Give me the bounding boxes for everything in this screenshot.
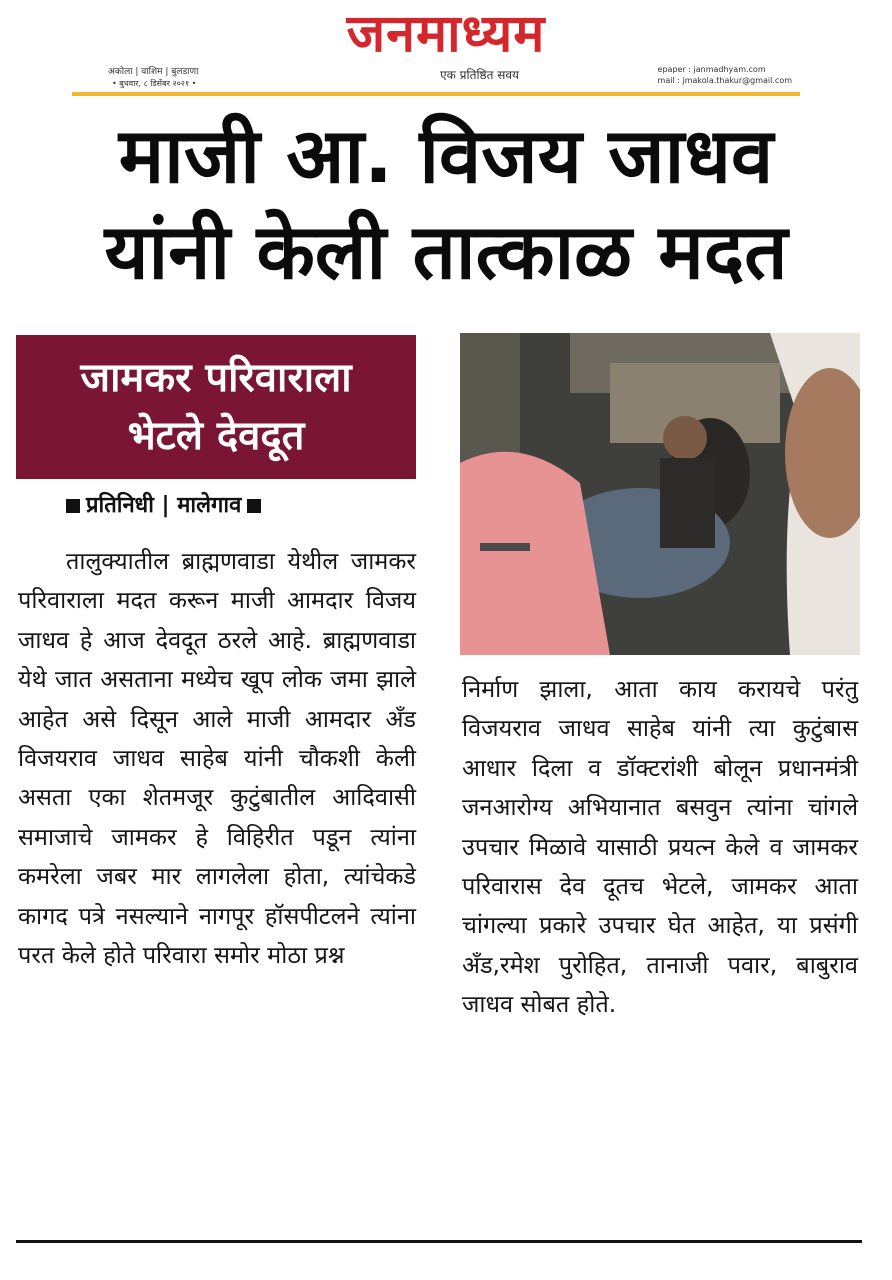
editions-line: अकोला | वाशिम | बुलडाणा: [108, 67, 199, 77]
article-column-1: तालुक्यातील ब्राह्मणवाडा येथील जामकर परिवाराला मदत करून माजी आमदार विजय जाधव हे आज देवदूत ठरले आहे. ब्राह्मणवाडा येथे जात असताना मध्येच खूप लोक जमा झाले आहेत असे दिसून आले माजी आमदार अँड विजयराव जाधव साहेब यांनी चौकशी केली असता एका शेतमजूर कुटुंबातील आदिवासी समाजाचे जामकर हे विहिरीत पडून त्यांना कमरेला जबर मार लागलेला होता, त्यांचेकडे कागद पत्रे नसल्याने नागपूर हॉसपीटलने त्यांना परत केले होते परिवारा समोर मोठा प्रश्न: [18, 547, 416, 970]
article-column-2: निर्माण झाला, आता काय करायचे परंतु विजयराव जाधव साहेब यांनी त्या कुटुंबास आधार दिला व डॉक्टरांशी बोलून प्रधानमंत्री जनआरोग्य अभियानात बसवुन त्यांना चांगले उपचार मिळावे यासाठी प्रयत्न केले व जामकर परिवारास देव दूतच भेटले, जामकर आता चांगल्या प्रकारे उपचार घेत आहेत, या प्रसंगी अँड,रमेश पुरोहित, तानाजी पवार, बाबुराव जाधव सोबत होते.: [462, 675, 858, 1019]
epaper-address: epaper : janmadhyam.com: [657, 65, 766, 74]
bullet-square-icon: [247, 499, 261, 513]
subheadline-line-2: भेटले देवदूत: [127, 413, 305, 459]
bullet-square-icon: [66, 499, 80, 513]
byline-text: प्रतिनिधी | मालेगाव: [86, 493, 242, 518]
masthead: [0, 0, 892, 100]
contact-info: [658, 64, 792, 86]
tagline: एक प्रतिष्ठित सवय: [440, 68, 520, 82]
news-photo: [460, 333, 860, 655]
subheadline-box: [16, 335, 416, 479]
headline-line-2: यांनी केली तात्काळ मदत: [104, 207, 788, 296]
main-headline: [20, 108, 872, 300]
subheadline-line-1: जामकर परिवाराला: [80, 355, 352, 401]
byline: [60, 492, 380, 520]
bottom-divider: [16, 1240, 862, 1243]
headline-line-1: माजी आ. विजय जाधव: [118, 111, 774, 200]
newspaper-logo: जनमाध्यम: [346, 4, 546, 64]
news-photo-illustration: [460, 333, 860, 655]
issue-date: • बुधवार, ८ डिसेंबर २०२१ •: [112, 79, 197, 88]
mail-address: mail : jmakola.thakur@gmail.com: [657, 76, 792, 85]
masthead-divider: [72, 92, 800, 96]
